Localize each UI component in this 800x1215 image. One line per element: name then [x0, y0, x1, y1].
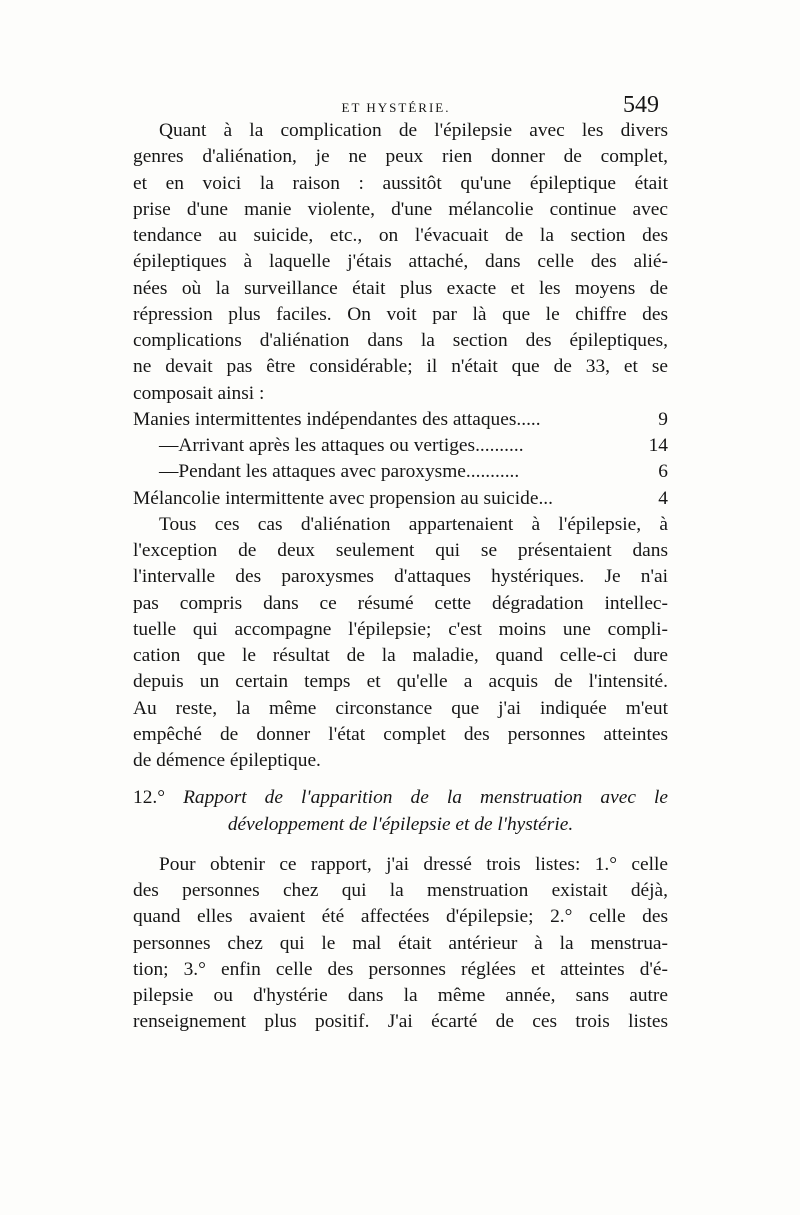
text-line: quand elles avaient été affectées d'épilepsie; 2.° celle des [133, 906, 668, 928]
list-item-value: 14 [648, 435, 668, 456]
text-line: personnes chez qui le mal était antérieur à la menstrua- [133, 932, 668, 954]
paragraph-rapport [133, 852, 668, 1036]
list-item-value: 9 [658, 408, 668, 430]
text-line: et en voici la raison : aussitôt qu'une épileptique était [133, 172, 668, 194]
text-line: cation que le résultat de la maladie, quand celle-ci dure [133, 645, 668, 666]
text-line: épileptiques à laquelle j'étais attaché, dans celle des alié- [133, 251, 668, 273]
text-line: depuis un certain temps et qu'elle a acquis de l'intensité. [133, 671, 668, 693]
list-item-label: Manies intermittentes indépendantes des attaques..... [133, 408, 541, 430]
list-item-label: Mélancolie intermittente avec propension au suicide... [133, 487, 553, 509]
page-body [133, 118, 668, 1036]
section-heading [133, 785, 668, 838]
text-line: composait ainsi : [133, 382, 265, 404]
list-item [133, 486, 668, 512]
text-line: Tous ces cas d'aliénation appartenaient à l'épilepsie, à [159, 513, 668, 535]
text-line: l'exception de deux seulement qui se présentaient dans [133, 540, 668, 561]
section-number: 12.° [133, 787, 165, 809]
list-item-value: 4 [658, 487, 668, 509]
text-line: répression plus faciles. On voit par là que le chiffre des [133, 303, 668, 325]
text-line: genres d'aliénation, je ne peux rien donner de complet, [133, 146, 668, 168]
text-line: l'intervalle des paroxysmes d'attaques hystériques. Je n'ai [133, 566, 668, 588]
complication-list [133, 407, 668, 512]
list-item-label: —Pendant les attaques avec paroxysme........... [159, 461, 520, 483]
text-line: renseignement plus positif. J'ai écarté de ces trois listes [133, 1011, 668, 1033]
text-line: tuelle qui accompagne l'épilepsie; c'est moins une compli- [133, 618, 668, 640]
text-line: empêché de donner l'état complet des personnes atteintes [133, 723, 668, 745]
list-item-value: 6 [658, 461, 668, 483]
section-title-line: développement de l'épilepsie et de l'hystérie. [227, 813, 574, 835]
list-item [133, 433, 668, 459]
text-line: tion; 3.° enfin celle des personnes réglées et atteintes d'é- [133, 958, 668, 980]
text-line: prise d'une manie violente, d'une mélancolie continue avec [133, 198, 668, 220]
text-line: complications d'aliénation dans la section des épileptiques, [133, 330, 668, 351]
text-line: tendance au suicide, etc., on l'évacuait de la section des [133, 225, 668, 246]
list-item [133, 459, 668, 485]
text-line: Quant à la complication de l'épilepsie avec les divers [159, 120, 668, 141]
section-title-line: Rapport de l'apparition de la menstruation avec le [183, 787, 668, 809]
text-line: pilepsie ou d'hystérie dans la même année, sans autre [133, 985, 668, 1006]
text-line: de démence épileptique. [133, 750, 321, 771]
list-item-label: —Arrivant après les attaques ou vertiges.......... [159, 435, 524, 456]
text-line: ne devait pas être considérable; il n'était que de 33, et se [133, 356, 668, 378]
text-line: Pour obtenir ce rapport, j'ai dressé trois listes: 1.° celle [159, 853, 668, 875]
text-line: nées où la surveillance était plus exacte et les moyens de [133, 277, 668, 299]
page-number: 549 [623, 92, 659, 118]
running-title: ET HYSTÉRIE. [341, 100, 451, 115]
paragraph-epilepsie [133, 512, 668, 775]
text-line: pas compris dans ce résumé cette dégradation intellec- [133, 592, 668, 614]
text-line: des personnes chez qui la menstruation existait déjà, [133, 880, 668, 901]
list-item [133, 407, 668, 433]
text-line: Au reste, la même circonstance que j'ai indiquée m'eut [133, 697, 668, 719]
paragraph-aliénation [133, 118, 668, 407]
